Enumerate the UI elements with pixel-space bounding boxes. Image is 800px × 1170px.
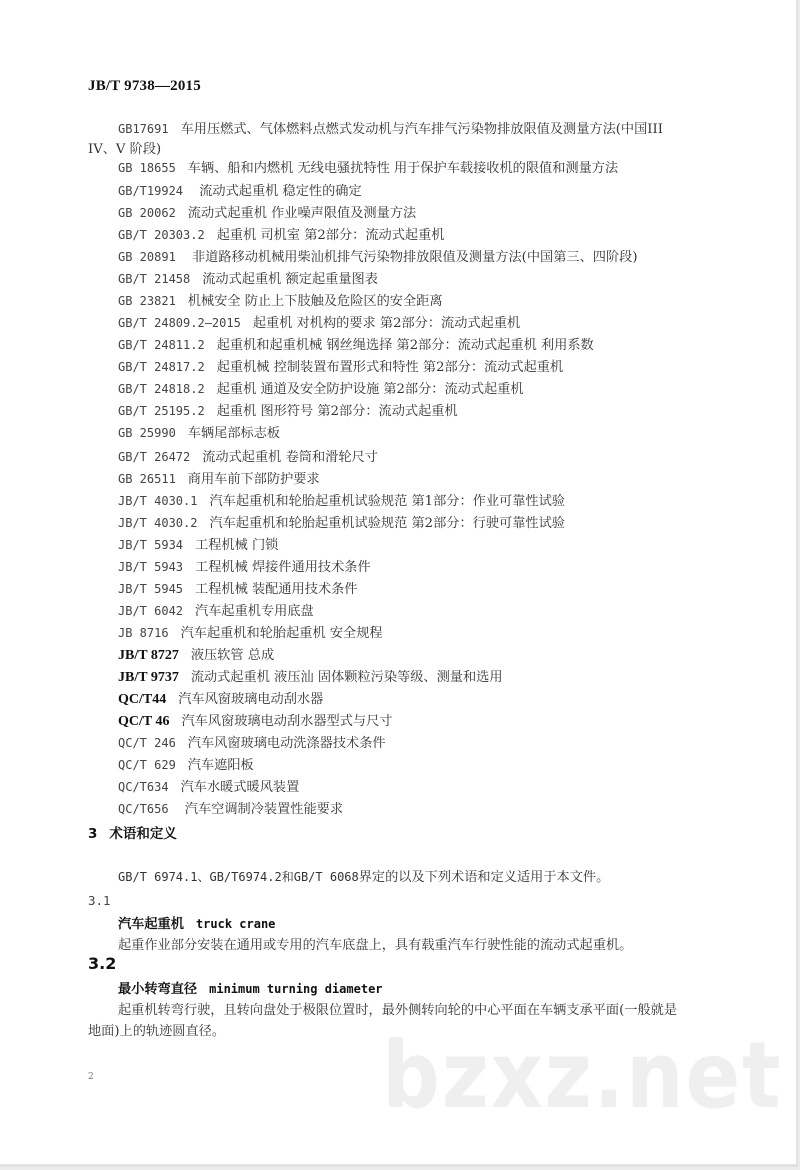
reference-code: GB/T 26472 bbox=[118, 450, 191, 464]
term-name-cn: 汽车起重机 bbox=[118, 917, 184, 932]
reference-title: 液压软管 总成 bbox=[190, 648, 275, 663]
reference-title: 流动式起重机 卷筒和滑轮尺寸 bbox=[202, 450, 378, 465]
reference-code: GB17691 bbox=[118, 122, 169, 136]
intro-text: 界定的以及下列术语和定义适用于本文件。 bbox=[358, 870, 610, 885]
reference-title: 车辆、船和内燃机 无线电骚扰特性 用于保护车载接收机的限值和测量方法 bbox=[187, 161, 619, 176]
reference-title: 汽车起重机专用底盘 bbox=[195, 604, 314, 619]
reference-item bbox=[118, 622, 383, 641]
reference-title: 汽车遮阳板 bbox=[187, 758, 254, 773]
reference-title: 流动式起重机 液压汕 固体颗粒污染等级、测量和选用 bbox=[190, 670, 503, 685]
reference-code: GB/T 24818.2 bbox=[118, 382, 205, 396]
reference-item bbox=[118, 422, 280, 441]
reference-item bbox=[118, 468, 320, 487]
reference-item bbox=[118, 268, 378, 287]
reference-item bbox=[118, 180, 362, 199]
reference-code: JB/T 4030.1 bbox=[118, 494, 198, 508]
reference-code: QC/T656 bbox=[118, 802, 169, 816]
reference-code: GB 20891 bbox=[118, 250, 176, 264]
reference-title: 流动式起重机 稳定性的确定 bbox=[195, 184, 362, 199]
term-definition-line-1: 起重机转弯行驶，且转向盘处于极限位置时，最外侧转向轮的中心平面在车辆支承平面(一般就是 bbox=[118, 1003, 678, 1018]
reference-item bbox=[118, 710, 392, 730]
reference-code: GB 18655 bbox=[118, 161, 176, 175]
reference-title: 工程机械 焊接件通用技术条件 bbox=[195, 560, 371, 575]
reference-title: 汽车起重机和轮胎起重机 安全规程 bbox=[180, 626, 383, 641]
reference-item bbox=[118, 202, 416, 221]
reference-item bbox=[118, 754, 254, 773]
reference-title: 汽车空调制冷装置性能要求 bbox=[180, 802, 344, 817]
reference-code: QC/T44 bbox=[118, 692, 167, 707]
reference-item bbox=[118, 312, 520, 331]
term-number: 3.1 bbox=[88, 893, 111, 908]
term-definition: 起重作业部分安装在通用或专用的汽车底盘上，具有载重汽车行驶性能的流动式起重机。 bbox=[118, 938, 633, 953]
reference-item bbox=[118, 378, 524, 397]
section-number: 3 bbox=[88, 826, 98, 842]
term-number: 3.2 bbox=[88, 954, 117, 973]
reference-code: GB 26511 bbox=[118, 472, 176, 486]
reference-code: JB 8716 bbox=[118, 626, 169, 640]
reference-code: QC/T 46 bbox=[118, 714, 170, 729]
reference-code: GB 25990 bbox=[118, 426, 176, 440]
term-name bbox=[118, 913, 275, 932]
reference-item bbox=[118, 688, 323, 708]
reference-title-continuation: IV、V 阶段) bbox=[88, 142, 162, 157]
reference-code: GB/T19924 bbox=[118, 184, 184, 198]
reference-code: JB/T 4030.2 bbox=[118, 516, 198, 530]
reference-code: GB/T 24809.2—2015 bbox=[118, 316, 241, 330]
section-intro-paragraph bbox=[118, 866, 609, 885]
reference-title: 车辆尾部标志板 bbox=[187, 426, 281, 441]
section-heading bbox=[88, 822, 177, 842]
term-definition-line-2: 地面)上的轨迹圆直径。 bbox=[88, 1024, 226, 1039]
reference-item bbox=[118, 356, 563, 375]
reference-item bbox=[118, 334, 594, 353]
reference-code: QC/T 246 bbox=[118, 736, 176, 750]
reference-title: 车用压燃式、气体燃料点燃式发动机与汽车排气污染物排放限值及测量方法(中国III bbox=[180, 122, 663, 137]
reference-title: 起重机 图形符号 第2部分：流动式起重机 bbox=[216, 404, 458, 419]
section-title: 术语和定义 bbox=[109, 826, 177, 842]
reference-code: GB 20062 bbox=[118, 206, 176, 220]
reference-item bbox=[118, 600, 314, 619]
reference-title: 汽车起重机和轮胎起重机试验规范 第1部分：作业可靠性试验 bbox=[209, 494, 565, 509]
reference-code: JB/T 8727 bbox=[118, 648, 179, 663]
reference-title: 商用车前下部防护要求 bbox=[187, 472, 320, 487]
reference-title: 汽车风窗玻璃电动洗涤器技术条件 bbox=[187, 736, 386, 751]
reference-title: 汽车风窗玻璃电动刮水器型式与尺寸 bbox=[181, 714, 393, 729]
reference-title: 机械安全 防止上下肢触及危险区的安全距离 bbox=[187, 294, 443, 309]
reference-item bbox=[118, 776, 299, 795]
reference-title: 起重机 对机构的要求 第2部分：流动式起重机 bbox=[252, 316, 521, 331]
reference-item bbox=[118, 644, 274, 664]
reference-item bbox=[118, 798, 343, 817]
reference-item bbox=[118, 224, 444, 243]
reference-code: GB/T 24817.2 bbox=[118, 360, 205, 374]
reference-item bbox=[118, 534, 278, 553]
reference-title: 流动式起重机 额定起重量图表 bbox=[202, 272, 378, 287]
reference-title: 汽车起重机和轮胎起重机试验规范 第2部分：行驶可靠性试验 bbox=[209, 516, 565, 531]
reference-item bbox=[118, 446, 378, 465]
reference-code: JB/T 5945 bbox=[118, 582, 184, 596]
reference-title: 起重机械 控制装置布置形式和特性 第2部分：流动式起重机 bbox=[216, 360, 564, 375]
reference-item bbox=[118, 512, 565, 531]
reference-code: GB/T 25195.2 bbox=[118, 404, 205, 418]
intro-standards: GB/T 6974.1、GB/T6974.2和GB/T 6068 bbox=[118, 870, 359, 884]
reference-item bbox=[118, 246, 637, 265]
reference-code: QC/T634 bbox=[118, 780, 169, 794]
reference-title: 汽车水暖式暖风装置 bbox=[180, 780, 300, 795]
reference-code: GB/T 20303.2 bbox=[118, 228, 205, 242]
reference-code: GB/T 24811.2 bbox=[118, 338, 205, 352]
term-name-cn: 最小转弯直径 bbox=[118, 982, 198, 997]
reference-title: 工程机械 门锁 bbox=[195, 538, 279, 553]
page-number: 2 bbox=[88, 1072, 94, 1082]
reference-item bbox=[118, 118, 663, 137]
reference-title: 起重机 司机室 第2部分：流动式起重机 bbox=[216, 228, 445, 243]
reference-code: GB/T 21458 bbox=[118, 272, 191, 286]
reference-item bbox=[118, 578, 357, 597]
reference-title: 汽车风窗玻璃电动刮水器 bbox=[178, 692, 324, 707]
reference-title: 流动式起重机 作业噪声限值及测量方法 bbox=[187, 206, 417, 221]
watermark: bzxz.net bbox=[382, 1022, 783, 1129]
reference-code: JB/T 5943 bbox=[118, 560, 184, 574]
reference-title: 工程机械 装配通用技术条件 bbox=[195, 582, 358, 597]
reference-item bbox=[118, 157, 618, 176]
reference-code: GB 23821 bbox=[118, 294, 176, 308]
reference-item bbox=[118, 290, 443, 309]
term-name-en: minimum turning diameter bbox=[209, 982, 383, 996]
reference-title: 非道路移动机械用柴汕机排气污染物排放限值及测量方法(中国第三、四阶段) bbox=[187, 250, 638, 265]
reference-code: JB/T 9737 bbox=[118, 670, 179, 685]
reference-item bbox=[118, 666, 503, 686]
reference-item bbox=[118, 490, 565, 509]
reference-code: JB/T 6042 bbox=[118, 604, 184, 618]
term-name bbox=[118, 978, 383, 997]
reference-item bbox=[118, 400, 458, 419]
reference-code: JB/T 5934 bbox=[118, 538, 184, 552]
reference-item bbox=[118, 732, 386, 751]
term-name-en: truck crane bbox=[195, 917, 276, 931]
reference-item bbox=[118, 556, 371, 575]
reference-title: 起重机 通道及安全防护设施 第2部分：流动式起重机 bbox=[216, 382, 524, 397]
standard-code-header: JB/T 9738—2015 bbox=[88, 78, 201, 94]
reference-code: QC/T 629 bbox=[118, 758, 176, 772]
reference-title: 起重机和起重机械 钢丝绳选择 第2部分：流动式起重机 利用系数 bbox=[216, 338, 594, 353]
